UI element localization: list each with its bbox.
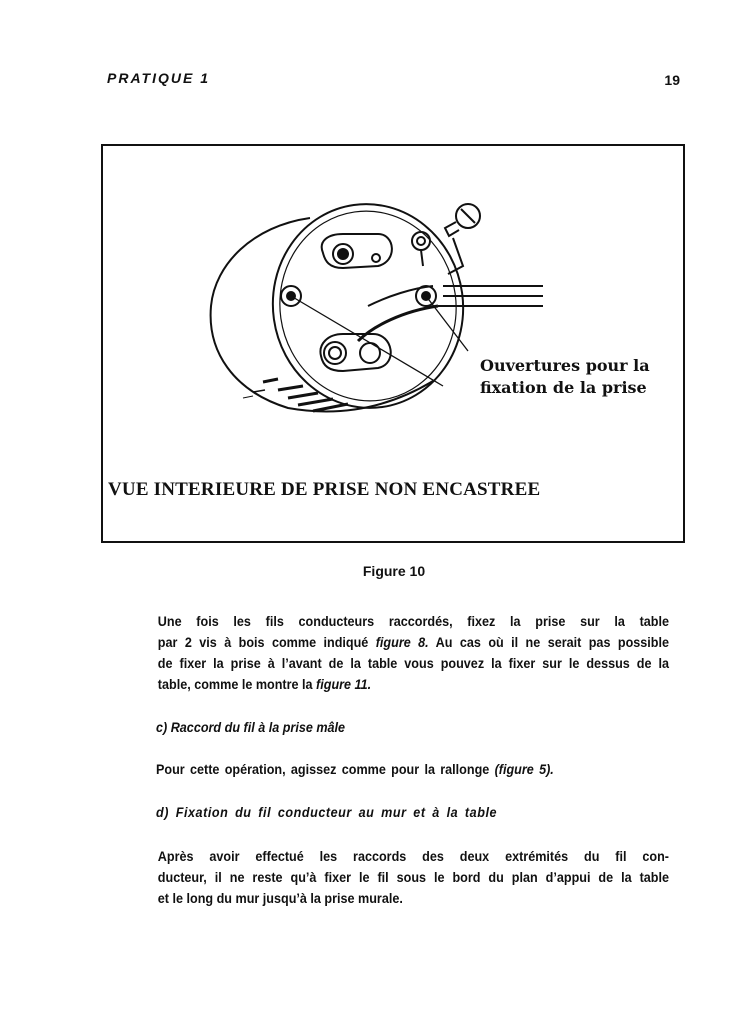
cable [438,286,543,306]
callout-line-1: Ouvertures pour la [480,356,650,375]
text-run: table, comme le montre la [157,676,317,692]
subheading-c: c) Raccord du fil à la prise mâle [156,719,346,735]
figure-caption: Figure 10 [362,563,426,579]
figure-8-reference: figure 8. [375,634,429,650]
text-run: Pour cette opération, agissez comme pour la rallonge [156,761,495,777]
paragraph-wire-fixing [111,846,669,909]
figure-callout [480,355,650,399]
figure-title: VUE INTERIEURE DE PRISE NON ENCASTREE [108,479,541,500]
text-run: de fixer la prise à l’avant de la table vous pouvez la fixer sur le dessus de la [157,655,670,671]
figure-5-reference: (figure 5). [494,761,554,777]
paragraph-line: et le long du mur jusqu’à la prise murale. [157,890,403,906]
text-run: par 2 vis à bois comme indiqué [157,634,376,650]
text-run: Au cas où il ne serait pas possible [428,634,669,650]
callout-line-2: fixation de la prise [480,378,647,397]
paragraph-c [156,761,554,777]
paragraph-line [111,674,669,695]
lower-terminal-screw [324,342,346,364]
paragraph-line: ducteur, il ne reste qu’à fixer le fil sous le bord du plan d’appui de la table [157,869,670,885]
page-header-section: PRATIQUE 1 [107,70,210,86]
subheading-d: d) Fixation du fil conducteur au mur et à la table [156,804,498,820]
figure-11-reference: figure 11. [316,676,372,692]
paragraph-line [111,632,669,653]
paragraph-line [111,611,669,632]
paragraph-line [111,653,669,674]
upper-terminal-plate [322,234,392,268]
paragraph-line: Après avoir effectué les raccords des deux extrémités du fil con- [157,848,670,864]
page-number: 19 [664,72,680,88]
external-screw [445,204,480,236]
text-run: Une fois les fils conducteurs raccordés, fixez la prise sur la table [157,613,670,629]
paragraph-fixing [111,611,669,695]
figure-10-frame [101,144,685,543]
upper-terminal-hole [372,254,380,262]
earth-ring [412,232,430,250]
